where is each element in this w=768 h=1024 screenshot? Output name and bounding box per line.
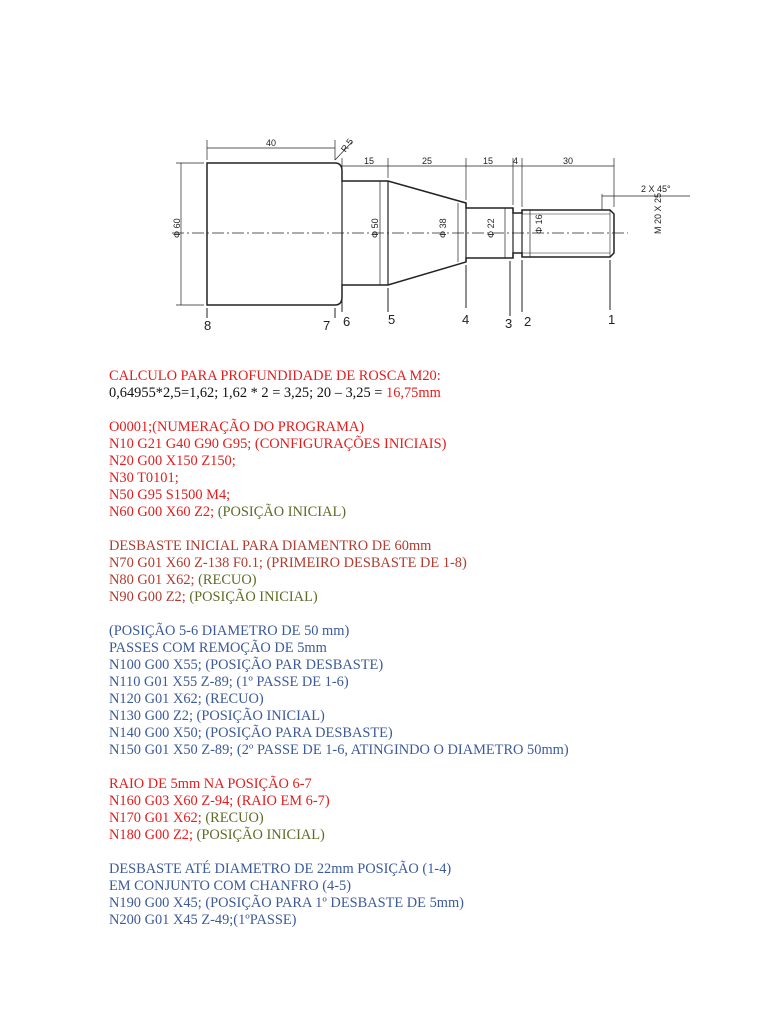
point-label-3: 3 bbox=[505, 316, 513, 331]
text-segment: N150 G01 X50 Z-89; (2º PASSE DE 1-6, ATINGINDO O DIAMETRO 50mm) bbox=[109, 742, 569, 758]
text-line bbox=[109, 623, 729, 640]
text-segment: N10 G21 G40 G90 G95; (CONFIGURAÇÕES INICIAIS) bbox=[109, 436, 447, 452]
text-segment: N180 G00 Z2; bbox=[109, 827, 197, 843]
text-segment: 16,75mm bbox=[386, 385, 441, 401]
text-segment: (POSIÇÃO 5-6 DIAMETRO DE 50 mm) bbox=[109, 623, 350, 639]
text-segment: (POSIÇÃO INICIAL) bbox=[196, 827, 325, 843]
dim-diameter-22: Φ 22 bbox=[486, 218, 496, 238]
dim-length-30: 30 bbox=[563, 156, 574, 166]
text-segment: (POSIÇÃO INICIAL) bbox=[189, 589, 318, 605]
text-line bbox=[109, 572, 729, 589]
text-segment: N190 G00 X45; (POSIÇÃO PARA 1º DESBASTE DE 5mm) bbox=[109, 895, 464, 911]
text-segment: DESBASTE INICIAL PARA DIAMENTRO DE 60mm bbox=[109, 538, 432, 554]
text-segment: EM CONJUNTO COM CHANFRO (4-5) bbox=[109, 878, 351, 894]
cnc-program-text bbox=[109, 368, 729, 929]
text-line bbox=[109, 436, 729, 453]
text-line bbox=[109, 725, 729, 742]
text-line bbox=[109, 487, 729, 504]
text-segment: N30 T0101; bbox=[109, 470, 179, 486]
text-segment: N90 G00 Z2; bbox=[109, 589, 190, 605]
point-leaders bbox=[207, 260, 610, 318]
text-segment: N100 G00 X55; (POSIÇÃO PAR DESBASTE) bbox=[109, 657, 384, 673]
text-segment: N120 G01 X62; (RECUO) bbox=[109, 691, 264, 707]
text-segment: DESBASTE ATÉ DIAMETRO DE 22mm POSIÇÃO (1-4) bbox=[109, 861, 452, 877]
point-label-8: 8 bbox=[204, 318, 212, 333]
text-line bbox=[109, 385, 729, 402]
dim-thread-m20: M 20 X 25 bbox=[653, 192, 663, 234]
point-label-2: 2 bbox=[524, 314, 532, 329]
text-line bbox=[109, 810, 729, 827]
text-line bbox=[109, 827, 729, 844]
dim-diameter-50: Φ 50 bbox=[370, 218, 380, 238]
paragraph-gap bbox=[109, 606, 729, 623]
text-segment: N60 G00 X60 Z2; bbox=[109, 504, 218, 520]
text-line bbox=[109, 504, 729, 521]
dim-diameter-38: Φ 38 bbox=[438, 218, 448, 238]
text-line bbox=[109, 368, 729, 385]
dim-diameter-16: Φ 16 bbox=[534, 214, 544, 234]
text-line bbox=[109, 674, 729, 691]
text-segment: N80 G01 X62; bbox=[109, 572, 199, 588]
text-segment: N70 G01 X60 Z-138 F0.1; (PRIMEIRO DESBASTE DE 1-8) bbox=[109, 555, 467, 571]
text-segment: 0,64955*2,5=1,62; 1,62 * 2 = 3,25; 20 – 3,25 = bbox=[109, 385, 386, 401]
text-line bbox=[109, 691, 729, 708]
dim-radius-5: R 5 bbox=[339, 136, 356, 154]
text-line bbox=[109, 912, 729, 929]
dim-length-25: 25 bbox=[422, 156, 433, 166]
text-segment: N130 G00 Z2; (POSIÇÃO INICIAL) bbox=[109, 708, 325, 724]
text-line bbox=[109, 640, 729, 657]
text-segment: N20 G00 X150 Z150; bbox=[109, 453, 236, 469]
paragraph-gap bbox=[109, 759, 729, 776]
text-segment: (RECUO) bbox=[205, 810, 264, 826]
text-segment: CALCULO PARA PROFUNDIDADE DE ROSCA M20: bbox=[109, 368, 441, 384]
text-line bbox=[109, 555, 729, 572]
paragraph-gap bbox=[109, 844, 729, 861]
text-segment: N110 G01 X55 Z-89; (1º PASSE DE 1-6) bbox=[109, 674, 349, 690]
text-line bbox=[109, 453, 729, 470]
point-label-5: 5 bbox=[388, 312, 396, 327]
dim-length-15b: 15 bbox=[483, 156, 494, 166]
dim-length-4: 4 bbox=[513, 156, 519, 166]
text-line bbox=[109, 776, 729, 793]
point-label-1: 1 bbox=[608, 312, 616, 327]
paragraph-gap bbox=[109, 521, 729, 538]
text-segment: N170 G01 X62; bbox=[109, 810, 206, 826]
text-segment: N160 G03 X60 Z-94; (RAIO EM 6-7) bbox=[109, 793, 330, 809]
text-segment: (POSIÇÃO INICIAL) bbox=[217, 504, 347, 520]
text-segment: N140 G00 X50; (POSIÇÃO PARA DESBASTE) bbox=[109, 725, 393, 741]
text-line bbox=[109, 538, 729, 555]
dim-length-15a: 15 bbox=[364, 156, 375, 166]
point-label-6: 6 bbox=[343, 314, 351, 329]
dim-length-40: 40 bbox=[266, 138, 277, 148]
text-line bbox=[109, 708, 729, 725]
part-technical-drawing bbox=[0, 0, 768, 345]
dim-chamfer: 2 X 45° bbox=[641, 184, 671, 194]
paragraph-gap bbox=[109, 402, 729, 419]
text-line bbox=[109, 657, 729, 674]
dim-diameter-60: Φ 60 bbox=[172, 218, 182, 238]
text-line bbox=[109, 793, 729, 810]
text-line bbox=[109, 470, 729, 487]
text-segment: N200 G01 X45 Z-49;(1ºPASSE) bbox=[109, 912, 297, 928]
text-line bbox=[109, 742, 729, 759]
text-segment: (RECUO) bbox=[198, 572, 257, 588]
text-line bbox=[109, 878, 729, 895]
text-line bbox=[109, 419, 729, 436]
part-outline bbox=[207, 163, 614, 305]
point-label-4: 4 bbox=[462, 312, 470, 327]
text-segment: RAIO DE 5mm NA POSIÇÃO 6-7 bbox=[109, 776, 312, 792]
text-segment: PASSES COM REMOÇÃO DE 5mm bbox=[109, 640, 327, 656]
text-segment: N50 G95 S1500 M4; bbox=[109, 487, 231, 503]
extension-lines bbox=[176, 140, 614, 305]
text-line bbox=[109, 861, 729, 878]
text-line bbox=[109, 895, 729, 912]
point-label-7: 7 bbox=[323, 318, 331, 333]
text-segment: O0001;(NUMERAÇÃO DO PROGRAMA) bbox=[109, 419, 365, 435]
text-line bbox=[109, 589, 729, 606]
